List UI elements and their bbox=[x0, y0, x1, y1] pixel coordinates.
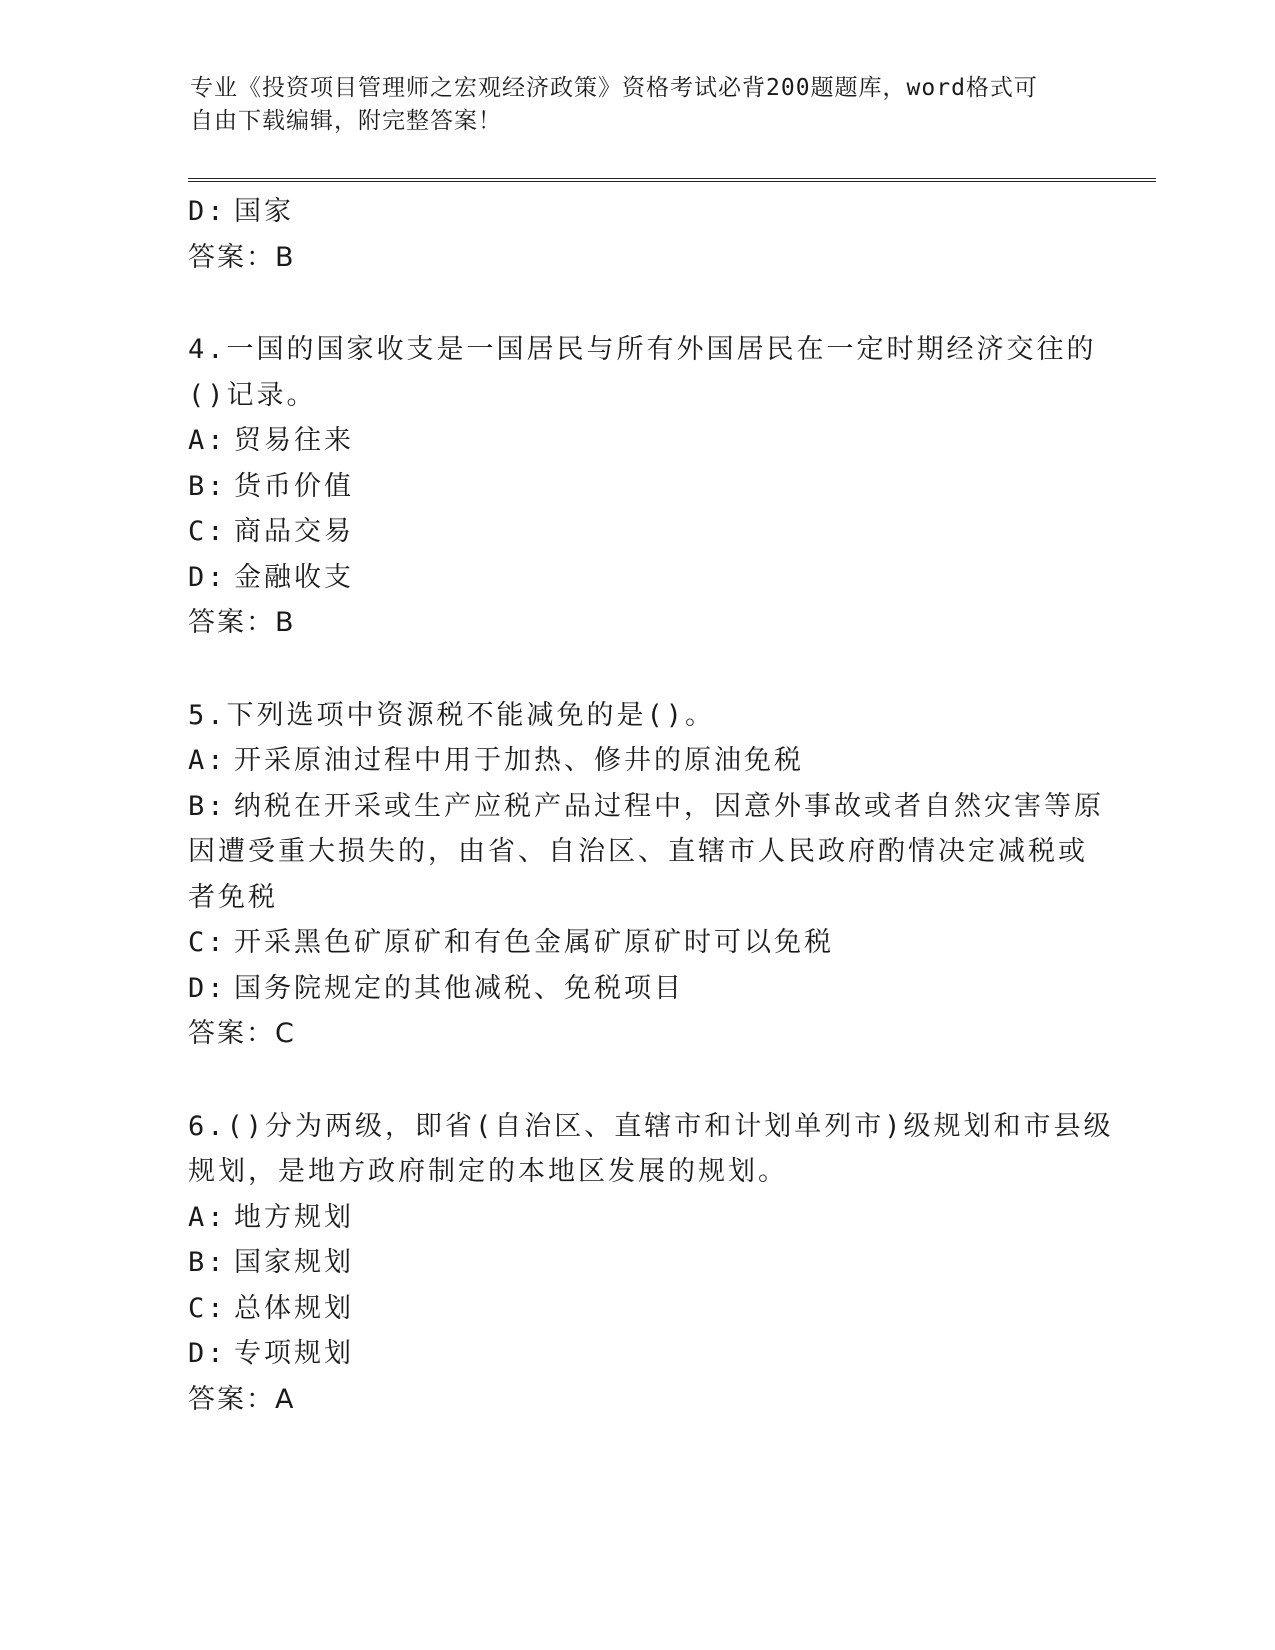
question-stem: 4.一国的国家收支是一国居民与所有外国居民在一定时期经济交往的 bbox=[188, 334, 1097, 365]
question-4 bbox=[188, 327, 1097, 646]
question-stem-cont: ()记录。 bbox=[188, 379, 317, 411]
option-text: 纳税在开采或生产应税产品过程中，因意外事故或者自然灾害等原 bbox=[234, 790, 1104, 822]
option-letter: B: bbox=[188, 1247, 227, 1278]
option-letter: A: bbox=[188, 425, 227, 456]
question-stem-cont: 规划，是地方政府制定的本地区发展的规划。 bbox=[188, 1156, 788, 1187]
spacer bbox=[188, 1057, 1088, 1104]
document-header bbox=[190, 72, 1070, 138]
option-letter: D: bbox=[188, 1338, 227, 1369]
option-d bbox=[188, 966, 1088, 1012]
header-line-1: 专业《投资项目管理师之宏观经济政策》资格考试必背200题题库，word格式可 bbox=[190, 75, 1038, 101]
spacer bbox=[188, 280, 1088, 327]
option-b-cont-2: 者免税 bbox=[188, 881, 278, 913]
option-b bbox=[188, 1240, 1088, 1286]
header-line-2: 自由下载编辑，附完整答案！ bbox=[190, 108, 502, 134]
option-letter: B: bbox=[188, 790, 227, 822]
option-d bbox=[188, 189, 1088, 235]
option-letter: A: bbox=[188, 1201, 227, 1233]
option-text: 总体规划 bbox=[234, 1292, 354, 1324]
option-text: 开采黑色矿原矿和有色金属矿原矿时可以免税 bbox=[234, 927, 834, 958]
option-c bbox=[188, 1286, 1088, 1332]
option-letter: C: bbox=[188, 516, 227, 547]
option-d bbox=[188, 1331, 1088, 1377]
document-body bbox=[188, 189, 1114, 1422]
option-text: 货币价值 bbox=[234, 470, 354, 502]
option-letter: A: bbox=[188, 745, 227, 776]
option-text: 贸易往来 bbox=[234, 425, 354, 456]
question-5 bbox=[188, 693, 1104, 1057]
header-divider bbox=[188, 178, 1156, 182]
option-letter: B: bbox=[188, 470, 227, 502]
option-text: 国务院规定的其他减税、免税项目 bbox=[234, 972, 684, 1004]
option-a bbox=[188, 418, 1088, 464]
option-b-cont-1: 因遭受重大损失的，由省、自治区、直辖市人民政府酌情决定减税或 bbox=[188, 836, 1088, 867]
answer-line: 答案：B bbox=[188, 607, 296, 638]
option-text: 开采原油过程中用于加热、修井的原油免税 bbox=[234, 745, 804, 776]
option-c bbox=[188, 509, 1088, 555]
option-c bbox=[188, 920, 1088, 966]
option-letter: D: bbox=[188, 561, 227, 593]
option-letter: D: bbox=[188, 196, 227, 227]
option-a bbox=[188, 1195, 1088, 1241]
option-text: 国家规划 bbox=[234, 1247, 354, 1278]
answer-line: 答案：C bbox=[188, 1018, 296, 1049]
option-text: 金融收支 bbox=[234, 561, 354, 593]
option-text: 地方规划 bbox=[234, 1201, 354, 1233]
question-stem: 5.下列选项中资源税不能减免的是()。 bbox=[188, 699, 716, 731]
option-a bbox=[188, 738, 1088, 784]
option-b bbox=[188, 464, 1088, 510]
option-text: 商品交易 bbox=[234, 516, 354, 547]
answer-line: 答案：A bbox=[188, 1383, 296, 1415]
option-letter: C: bbox=[188, 927, 227, 958]
answer-line: 答案：B bbox=[188, 241, 296, 273]
question-stem: 6.()分为两级，即省(自治区、直辖市和计划单列市)级规划和市县级 bbox=[188, 1110, 1114, 1142]
option-d bbox=[188, 555, 1088, 601]
option-text: 国家 bbox=[234, 196, 294, 227]
option-letter: C: bbox=[188, 1292, 227, 1324]
question-6 bbox=[188, 1104, 1114, 1423]
option-b bbox=[188, 784, 1104, 830]
option-text: 专项规划 bbox=[234, 1338, 354, 1369]
spacer bbox=[188, 646, 1088, 693]
option-letter: D: bbox=[188, 972, 227, 1004]
